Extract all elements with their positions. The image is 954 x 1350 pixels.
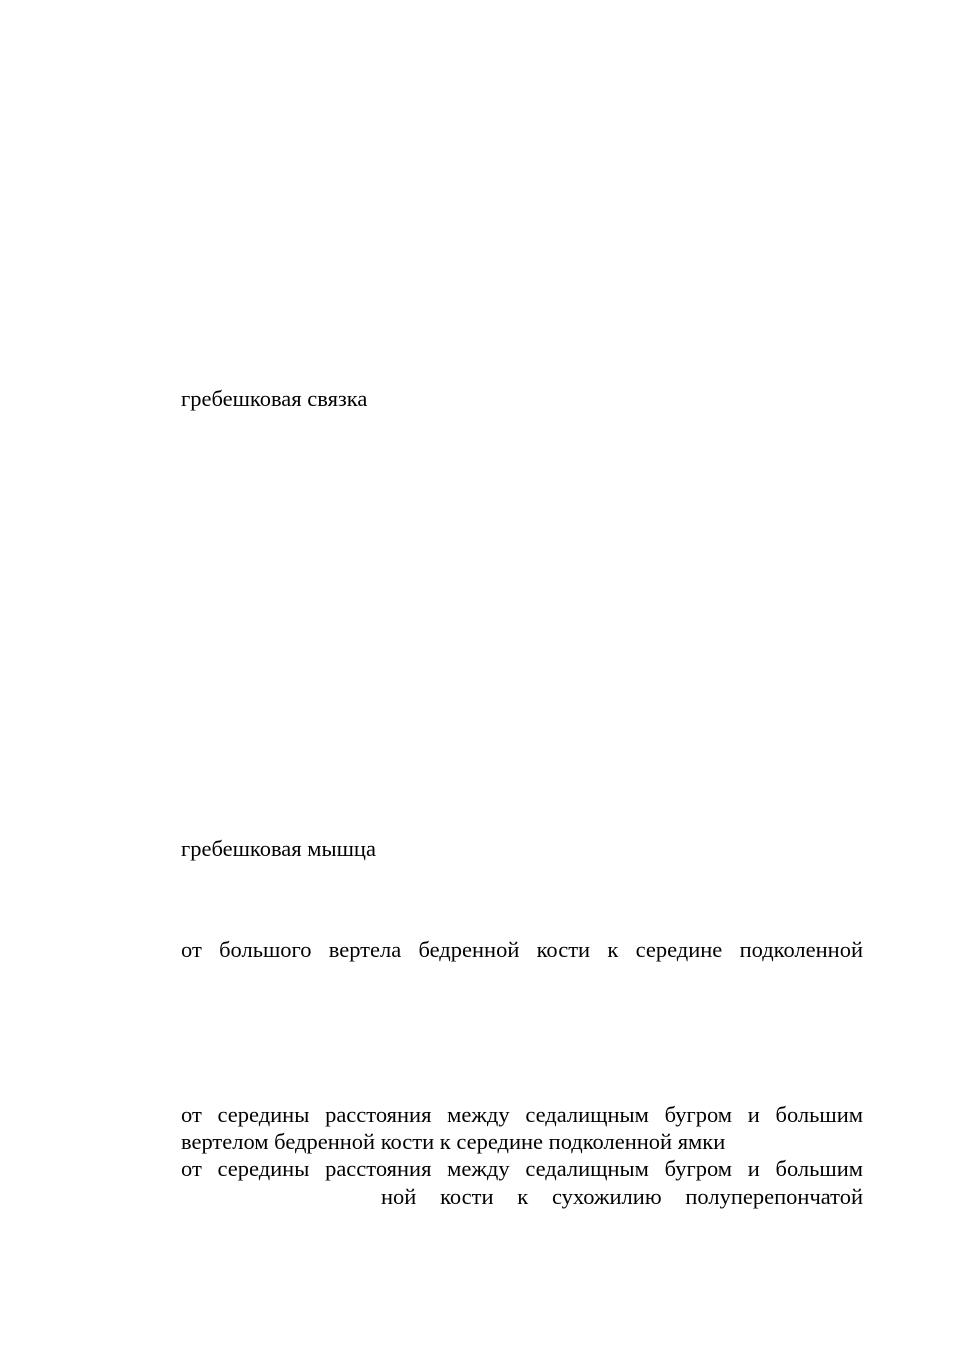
text-line-pectineus-muscle: гребешковая мышца (181, 836, 376, 861)
text-line-midpoint-ischial-1: от середины расстояния между седалищным бугром и большим (181, 1102, 863, 1127)
text-line-trochanter-popliteal-fossa: вертелом бедренной кости к середине подколенной ямки (181, 1129, 726, 1154)
text-line-trochanter-to-popliteal: от большого вертела бедренной кости к середине подколенной (181, 937, 863, 962)
text-line-midpoint-ischial-2: от середины расстояния между седалищным бугром и большим (181, 1156, 863, 1181)
text-line-pecten-ligament: гребешковая связка (181, 386, 368, 411)
text-line-semimembranosus-tendon: ной кости к сухожилию полуперепончатой (381, 1184, 863, 1209)
